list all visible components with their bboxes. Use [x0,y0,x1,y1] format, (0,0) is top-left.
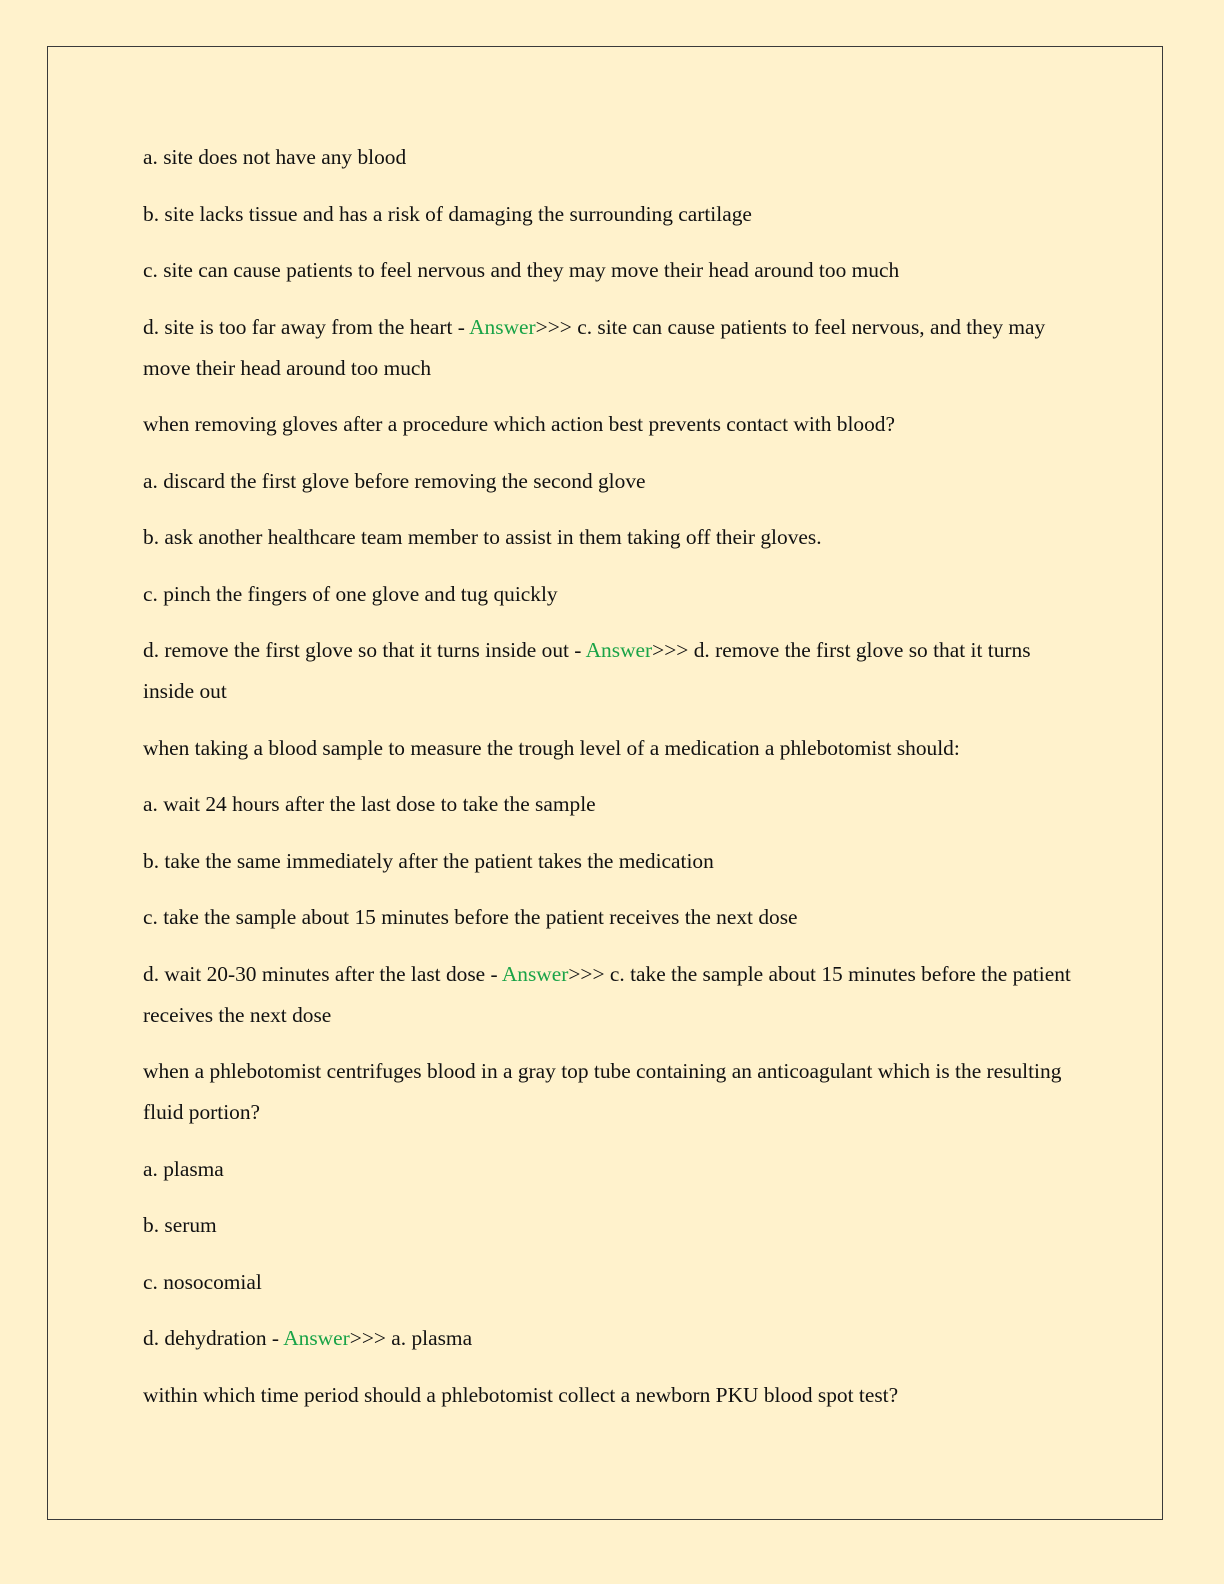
option-d-with-answer [143,630,1083,712]
option-d-with-answer [143,307,1083,389]
answer-label: Answer [501,961,569,986]
answer-text: >>> c. site can cause patients to feel nervous, and they may move their head around too much [143,314,1046,380]
option-b: b. take the same immediately after the patient takes the medication [143,848,714,873]
option-d-with-answer [143,1318,1083,1359]
option-c: c. take the sample about 15 minutes before the patient receives the next dose [143,905,798,929]
option-c: c. nosocomial [143,1269,262,1294]
document-body [143,137,1083,1431]
option-c: c. pinch the fingers of one glove and tug quickly [143,581,558,606]
option-a: a. plasma [143,1156,224,1181]
option-text: d. site is too far away from the heart - [143,314,470,339]
option-a: a. discard the first glove before removing the second glove [143,468,646,493]
question: when removing gloves after a procedure which action best prevents contact with blood? [143,412,895,436]
answer-label: Answer [469,314,536,339]
option-a: a. site does not have any blood [143,145,407,169]
answer-text: >>> c. take the sample about 15 minutes before the patient receives the next dose [143,961,1071,1027]
option-text: d. remove the first glove so that it turns inside out - [143,638,586,662]
option-b: b. ask another healthcare team member to assist in them taking off their gloves. [143,525,822,549]
question: when taking a blood sample to measure the trough level of a medication a phlebotomist should: [143,735,960,760]
option-d-with-answer [143,954,1083,1036]
option-b: b. serum [143,1213,217,1237]
option-a: a. wait 24 hours after the last dose to take the sample [143,792,596,816]
answer-label: Answer [585,638,653,662]
option-c: c. site can cause patients to feel nervous and they may move their head around too much [143,258,900,282]
answer-text: >>> d. remove the first glove so that it turns inside out [143,638,1031,703]
question: when a phlebotomist centrifuges blood in a gray top tube containing an anticoagulant which is the resulting fluid portion? [143,1059,1062,1124]
option-text: d. wait 20-30 minutes after the last dose - [143,961,502,986]
question: within which time period should a phlebotomist collect a newborn PKU blood spot test? [143,1382,899,1407]
answer-label: Answer [283,1326,350,1350]
option-b: b. site lacks tissue and has a risk of damaging the surrounding cartilage [143,201,752,226]
option-text: d. dehydration - [143,1326,284,1350]
answer-text: >>> a. plasma [349,1326,473,1350]
